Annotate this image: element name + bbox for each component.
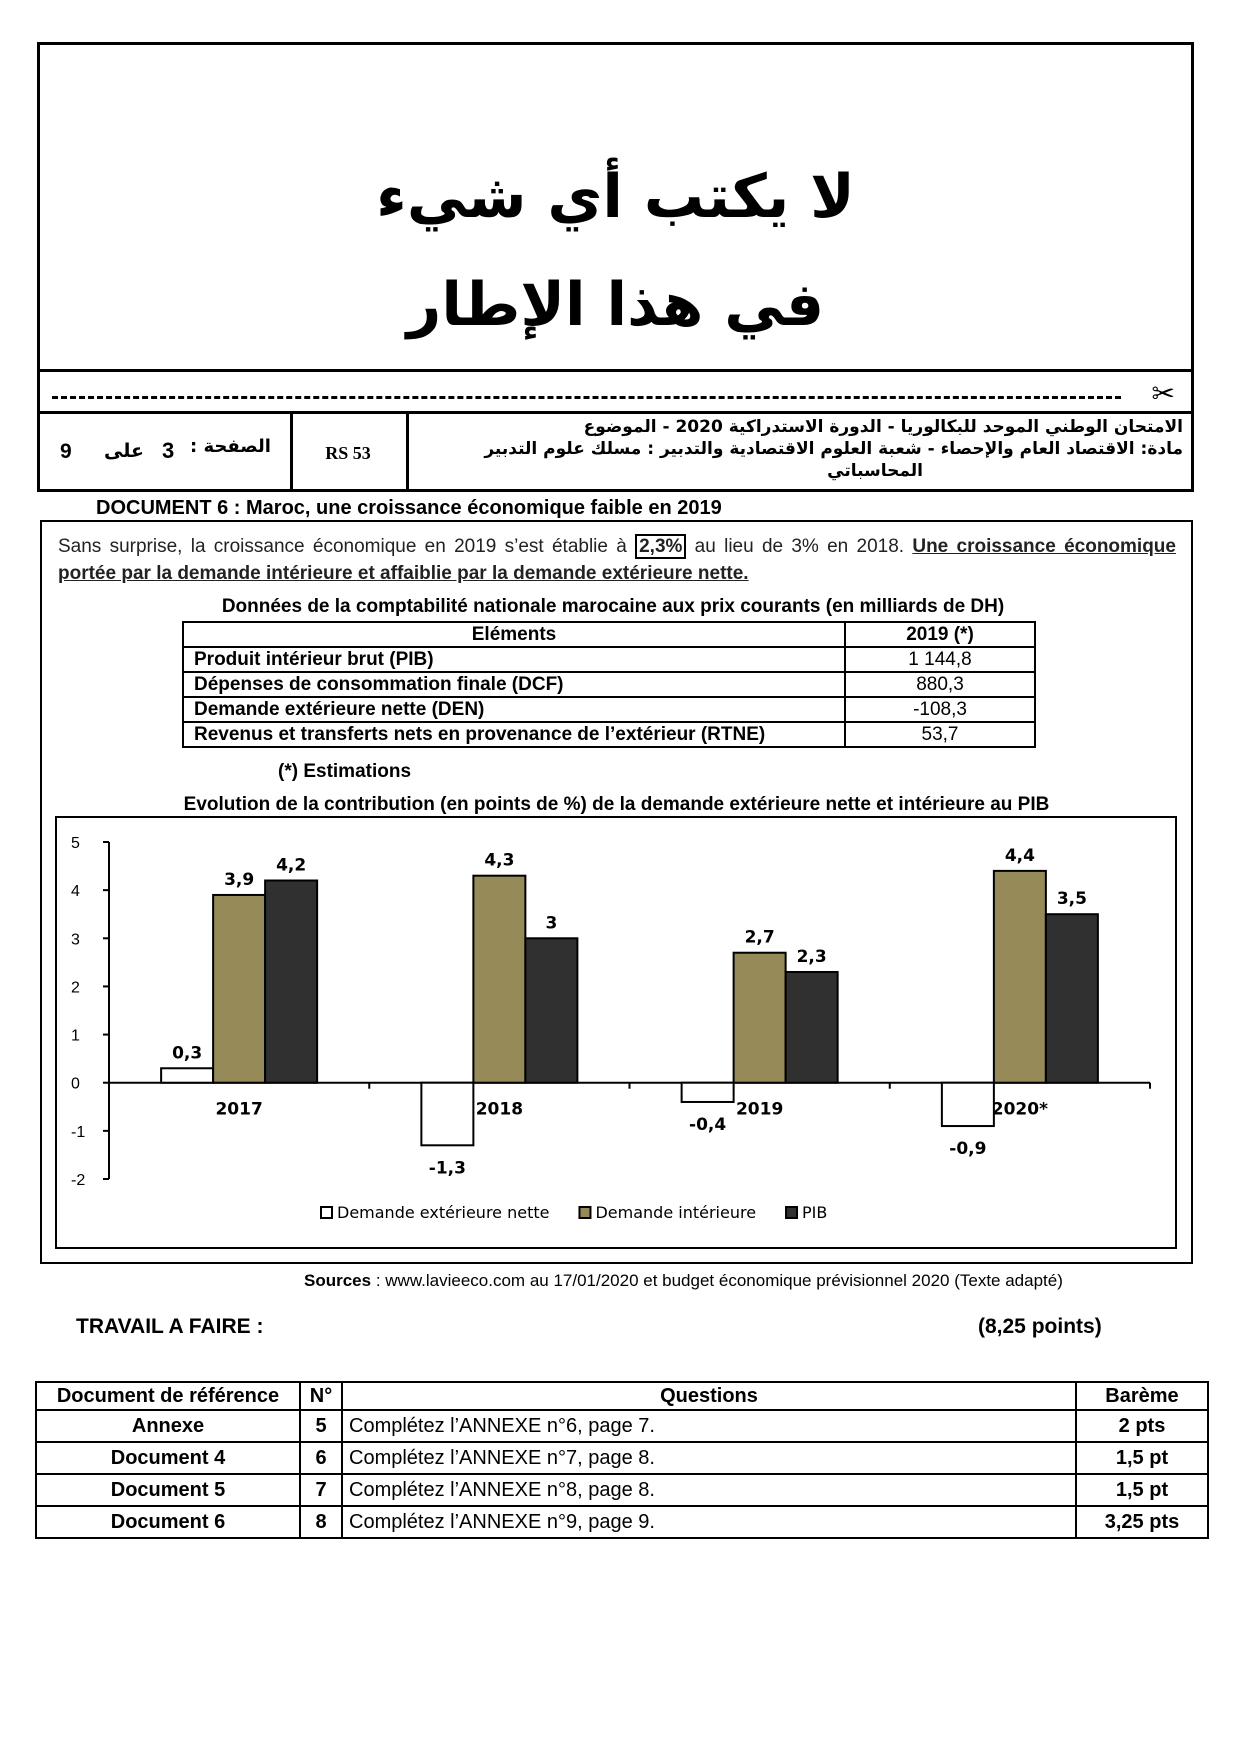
legend-swatch <box>579 1207 590 1218</box>
table-row <box>183 672 1035 697</box>
y-tick-label: 2 <box>71 979 80 997</box>
row-document: Document 6 <box>36 1506 300 1538</box>
data-label: 4,3 <box>484 850 515 871</box>
exam-header <box>37 414 1194 492</box>
table-caption: Données de la comptabilité nationale marocaine aux prix courants (en milliards de DH) <box>221 596 1005 617</box>
total-pages: 9 <box>60 440 72 463</box>
y-tick-label: -2 <box>71 1172 86 1189</box>
questions-table <box>35 1381 1209 1539</box>
col-header-score: Barème <box>1076 1382 1208 1410</box>
data-label: 3,9 <box>224 869 255 890</box>
bar <box>213 895 265 1083</box>
bar <box>994 871 1046 1083</box>
row-score: 3,25 pts <box>1076 1506 1208 1538</box>
exam-line: الامتحان الوطني الموحد للبكالوريا - الدورة الاستدراكية 2020 - الموضوع <box>583 417 1183 437</box>
bar <box>786 972 838 1083</box>
dashed-cut-line <box>52 396 1121 399</box>
scissors-icon: ✂ <box>1151 377 1175 410</box>
legend-swatch <box>786 1207 797 1218</box>
data-label: -0,9 <box>949 1139 987 1160</box>
chart-frame <box>55 816 1177 1249</box>
data-label: -0,4 <box>689 1114 727 1135</box>
row-question: Complétez l’ANNEXE n°6, page 7. <box>342 1410 1076 1442</box>
row-question: Complétez l’ANNEXE n°7, page 8. <box>342 1442 1076 1474</box>
subject-line-2: المحاسباتي <box>827 461 923 481</box>
row-label: Demande extérieure nette (DEN) <box>183 697 845 722</box>
data-label: 3 <box>545 913 558 934</box>
questions-header-row <box>36 1382 1208 1410</box>
row-document: Annexe <box>36 1410 300 1442</box>
row-label: Revenus et transferts nets en provenance de l’extérieur (RTNE) <box>183 722 845 747</box>
bar <box>682 1083 734 1102</box>
row-value: 1 144,8 <box>845 647 1035 672</box>
table-row <box>36 1442 1208 1474</box>
row-score: 1,5 pt <box>1076 1474 1208 1506</box>
banner-line-2: في هذا الإطار <box>406 270 825 340</box>
estimations-note: (*) Estimations <box>278 761 412 782</box>
bar <box>265 881 317 1083</box>
y-tick-label: 5 <box>71 835 80 852</box>
table-row <box>36 1506 1208 1538</box>
row-label: Produit intérieur brut (PIB) <box>183 647 845 672</box>
x-tick-label: 2020* <box>991 1099 1048 1120</box>
exam-code: RS 53 <box>290 414 409 489</box>
x-tick-label: 2019 <box>735 1099 784 1120</box>
document-paragraph <box>58 533 1176 587</box>
legend-label: PIB <box>802 1203 828 1222</box>
sources-label: Sources <box>304 1271 372 1290</box>
y-tick-label: 1 <box>71 1027 80 1045</box>
table-row <box>36 1410 1208 1442</box>
row-question: Complétez l’ANNEXE n°8, page 8. <box>342 1474 1076 1506</box>
x-tick-label: 2017 <box>215 1099 263 1120</box>
bar <box>473 876 525 1083</box>
work-points: (8,25 points) <box>978 1315 1102 1338</box>
row-document: Document 5 <box>36 1474 300 1506</box>
legend-swatch <box>321 1207 332 1218</box>
document-title: DOCUMENT 6 : Maroc, une croissance économique faible en 2019 <box>96 497 722 519</box>
row-score: 2 pts <box>1076 1410 1208 1442</box>
contribution-chart <box>57 818 1175 1247</box>
row-score: 1,5 pt <box>1076 1442 1208 1474</box>
row-question: Complétez l’ANNEXE n°9, page 9. <box>342 1506 1076 1538</box>
work-title: TRAVAIL A FAIRE : <box>76 1315 264 1338</box>
col-header-document: Document de référence <box>36 1382 300 1410</box>
para-underlined: Une croissance économique portée par la demande intérieure et affaiblie par la demande extérieure nette. <box>58 536 1176 584</box>
row-number: 6 <box>300 1442 342 1474</box>
table-header-row <box>183 622 1035 647</box>
exam-info <box>412 414 1183 491</box>
table-row <box>183 722 1035 747</box>
row-value: -108,3 <box>845 697 1035 722</box>
row-document: Document 4 <box>36 1442 300 1474</box>
para-text-a: Sans surprise, la croissance économique en 2019 s’est établie à <box>58 536 636 557</box>
growth-rate-highlight: 2,3% <box>635 534 686 559</box>
bar <box>421 1083 473 1146</box>
y-tick-label: 4 <box>71 883 80 901</box>
sources-text: : www.lavieeco.com au 17/01/2020 et budget économique prévisionnel 2020 (Texte adapté) <box>371 1271 1063 1290</box>
col-header-number: N° <box>300 1382 342 1410</box>
page-number: 3 <box>162 438 175 463</box>
bar <box>734 953 786 1083</box>
page-number-cell <box>40 414 293 489</box>
table-row <box>183 697 1035 722</box>
bar <box>1046 914 1098 1083</box>
data-label: 0,3 <box>172 1043 203 1064</box>
chart-title: Evolution de la contribution (en points de %) de la demande extérieure nette et intérieure au PIB <box>183 794 1050 815</box>
banner-line-1: لا يكتب أي شيء <box>376 162 855 232</box>
row-value: 53,7 <box>845 722 1035 747</box>
bar <box>525 938 577 1082</box>
national-accounts-table <box>182 621 1036 748</box>
data-label: 3,5 <box>1056 889 1087 910</box>
reserved-frame <box>37 42 1194 372</box>
row-number: 5 <box>300 1410 342 1442</box>
table-row <box>36 1474 1208 1506</box>
bar <box>161 1068 213 1082</box>
of-label: على <box>104 440 144 462</box>
y-tick-label: 3 <box>71 931 80 949</box>
table-row <box>183 647 1035 672</box>
y-tick-label: 0 <box>71 1075 80 1093</box>
page-label: الصفحة : <box>190 436 271 457</box>
row-value: 880,3 <box>845 672 1035 697</box>
sources-line <box>304 1271 1063 1291</box>
data-label: 4,4 <box>1004 845 1035 866</box>
para-text-b: au lieu de 3% en 2018. <box>686 536 913 557</box>
col-header-elements: Eléments <box>183 622 845 647</box>
data-label: 2,7 <box>744 927 775 948</box>
bar <box>942 1083 994 1126</box>
cut-line <box>37 372 1194 414</box>
col-header-year: 2019 (*) <box>845 622 1035 647</box>
y-tick-label: -1 <box>71 1123 86 1141</box>
data-label: 2,3 <box>796 946 827 967</box>
subject-line: مادة: الاقتصاد العام والإحصاء - شعبة العلوم الاقتصادية والتدبير : مسلك علوم التدبير <box>484 439 1183 459</box>
data-label: 4,2 <box>276 855 307 876</box>
data-label: -1,3 <box>428 1158 466 1179</box>
x-tick-label: 2018 <box>475 1099 524 1120</box>
col-header-questions: Questions <box>342 1382 1076 1410</box>
legend-label: Demande extérieure nette <box>337 1203 550 1222</box>
row-number: 7 <box>300 1474 342 1506</box>
legend-label: Demande intérieure <box>595 1203 757 1222</box>
row-label: Dépenses de consommation finale (DCF) <box>183 672 845 697</box>
row-number: 8 <box>300 1506 342 1538</box>
